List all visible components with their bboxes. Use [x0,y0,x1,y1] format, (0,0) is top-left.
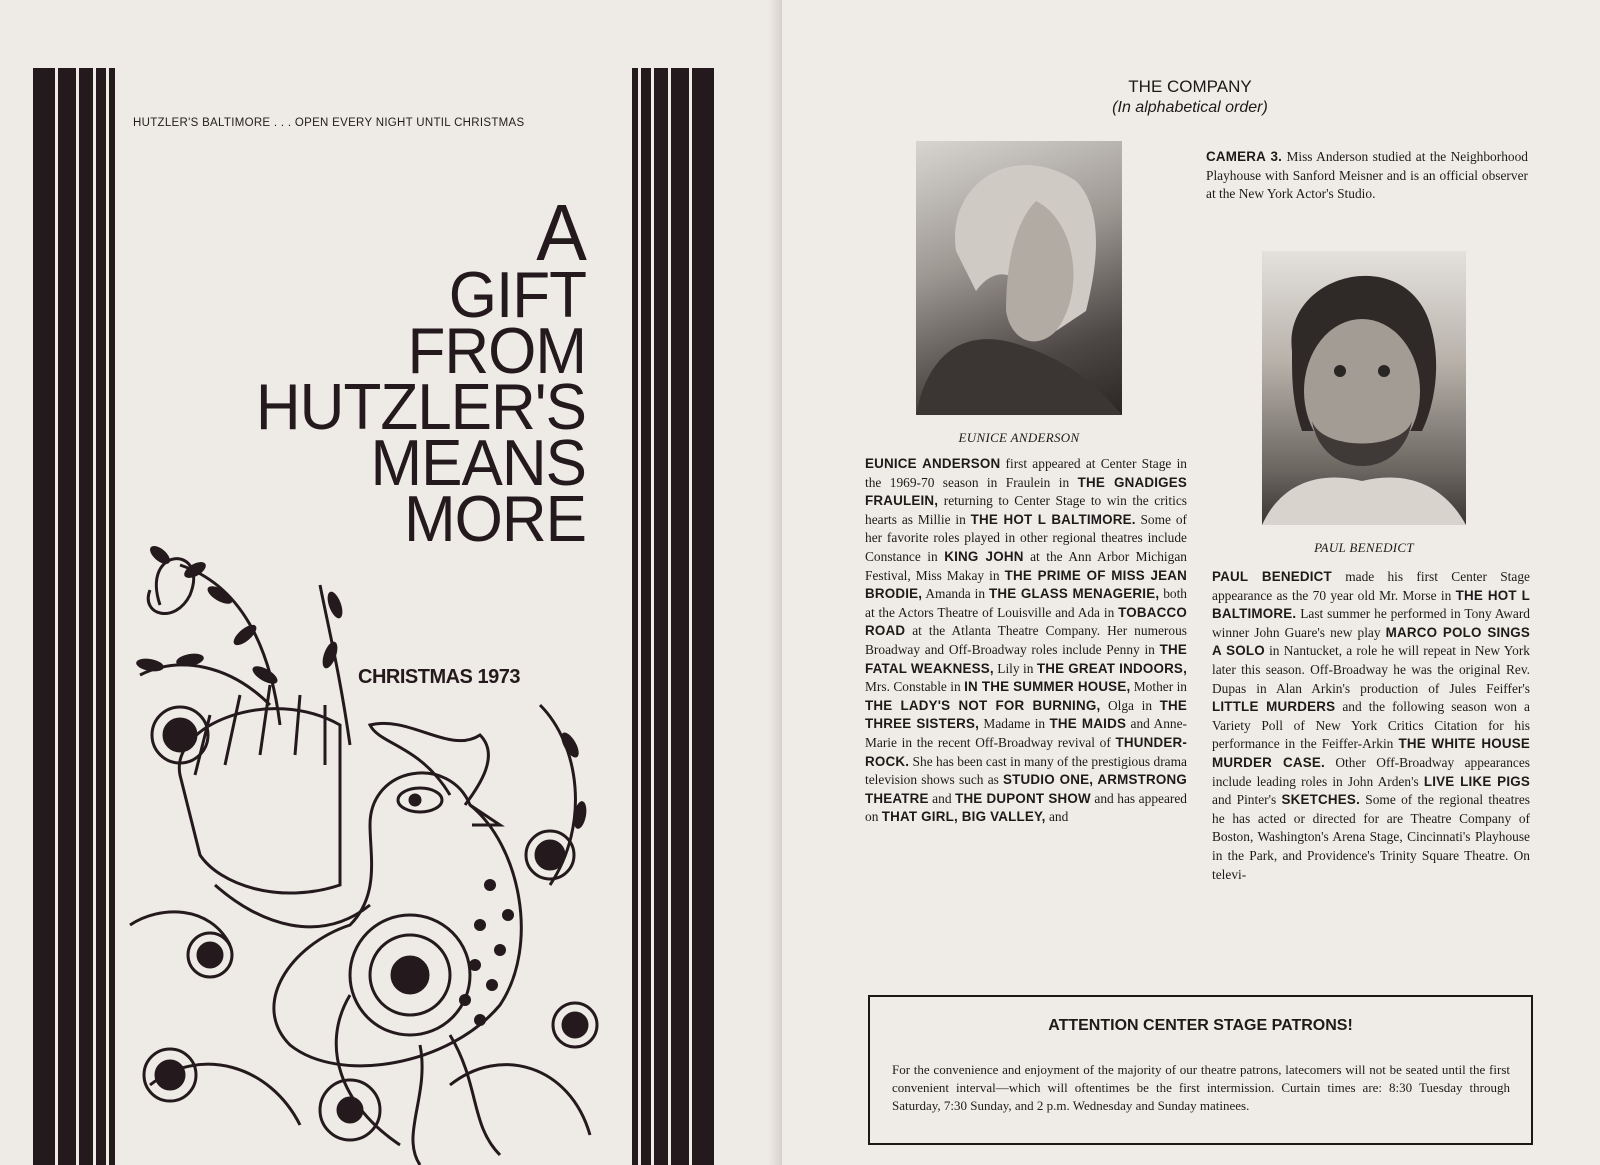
eunice-anderson-photo [916,141,1122,415]
slogan-line: GIFT [448,259,586,333]
slogan-line: MEANS [370,427,586,500]
eunice-anderson-caption: EUNICE ANDERSON [958,430,1080,445]
company-title: THE COMPANY [1128,77,1252,96]
slogan-line: MORE [404,482,586,556]
actor-name: EUNICE ANDERSON [865,456,1001,471]
left-stripe-border [33,68,115,1165]
notice-body: For the convenience and enjoyment of the majority of our theatre patrons, latecomers will not be seated until the first convenient interval—which will oftentimes be the first intermission. Curtain times are: 8:30 Tuesday through Saturday, 7:30 Sunday, and 2 p.m. Wednesday and Sunday matinees. [892,1062,1510,1113]
actor-name: PAUL BENEDICT [1212,569,1332,584]
eunice-anderson-bio: EUNICE ANDERSON first appeared at Center Stage in the 1969-70 season in Fraulein in THE GNADIGES FRAULEIN, returning to Center Stage to win the critics hearts as Millie in THE HOT L BALTIMORE. Some of her favorite roles played in other regional theatres include Constance in KING JOHN at the Ann Arbor Michigan Festival, Miss Makay in THE PRIME OF MISS JEAN BRODIE, Amanda in THE GLASS MENAGERIE, both at the Actors Theatre of Louisville and Ada in TOBACCO ROAD at the Atlanta Theatre Company. Her numerous Broadway and Off-Broadway roles include Penny in THE FATAL WEAKNESS, Lily in THE GREAT INDOORS, Mrs. Constable in IN THE SUMMER HOUSE, Mother in THE LADY'S NOT FOR BURNING, Olga in THE THREE SISTERS, Madame in THE MAIDS and Anne-Marie in the recent Off-Broadway revival of THUNDER-ROCK. She has been cast in many of the prestigious drama television shows such as STUDIO ONE, ARMSTRONG THEATRE and THE DUPONT SHOW and has appeared on THAT GIRL, BIG VALLEY, and [865,456,1188,825]
paul-benedict-caption: PAUL BENEDICT [1314,540,1414,555]
company-subtitle: (In alphabetical order) [1112,99,1268,116]
play-title: CAMERA 3. [1206,149,1283,164]
left-page [0,0,778,1165]
slogan-line: HUTZLER'S [255,371,586,444]
paul-benedict-photo [1262,251,1466,525]
slogan [255,188,586,556]
slogan-line: A [536,188,586,279]
paul-benedict-bio: PAUL BENEDICT made his first Center Stage appearance as the 70 year old Mr. Morse in THE HOT L BALTIMORE. Last summer he performed in Tony Award winner John Guare's new play MARCO POLO SINGS A SOLO in Nantucket, a role he will repeat in New York later this season. Off-Broadway he was the original Rev. Dupas in Alan Arkin's production of Jules Feiffer's LITTLE MURDERS and the following season won a Variety Poll of New York Critics Citation for his performance in the Feiffer-Arkin THE WHITE HOUSE MURDER CASE. Other Off-Broadway appearances include leading roles in John Arden's LIVE LIKE PIGS and Pinter's SKETCHES. Some of the regional theatres he has acted or directed for are Theatre Company of Boston, Washington's Arena Stage, Cincinnati's Playhouse in the Park, and Providence's Trinity Square Theatre. On televi- [1212,569,1531,882]
slogan-line: FROM [407,315,586,388]
christmas-year: CHRISTMAS 1973 [358,666,520,688]
right-stripe-border [632,68,714,1165]
ad-header: HUTZLER'S BALTIMORE . . . OPEN EVERY NIGHT UNTIL CHRISTMAS [133,117,525,129]
attention-notice-box [868,995,1533,1145]
bird-illustration [120,525,620,1165]
eunice-bio-continued: CAMERA 3. Miss Anderson studied at the Neighborhood Playhouse with Sanford Meisner and is an official observer at the New York Actor's Studio. [1206,149,1528,202]
notice-heading: ATTENTION CENTER STAGE PATRONS! [1048,1017,1353,1034]
